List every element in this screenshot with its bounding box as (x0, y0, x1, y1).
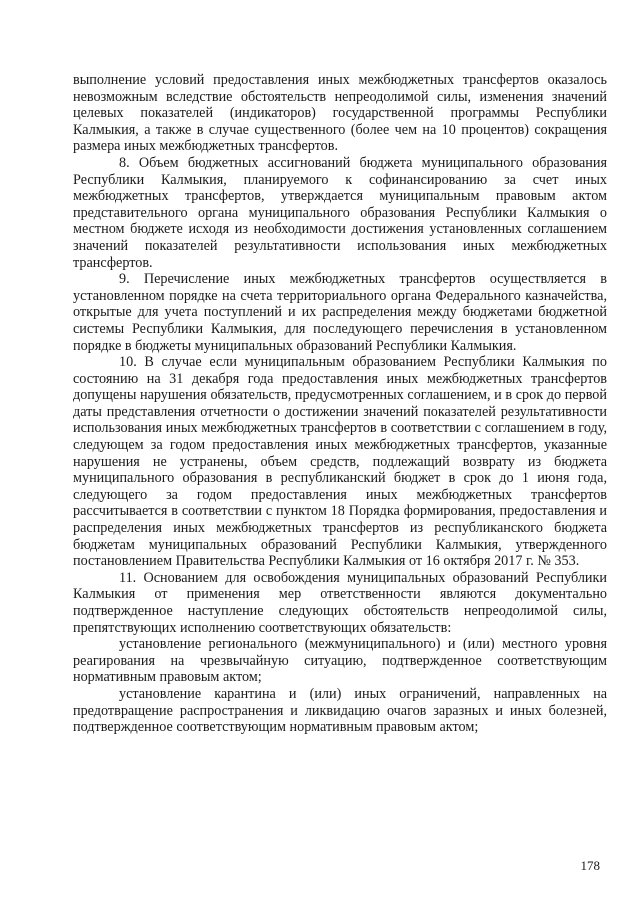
document-body (73, 72, 607, 736)
paragraph-11-item-2: установление карантина и (или) иных ограничений, направленных на предотвращение распространения и ликвидацию очагов заразных и иных болезней, подтвержденное соответствующим нормативным правовым актом; (73, 685, 607, 736)
page-number: 178 (580, 858, 600, 873)
paragraph-8: 8. Объем бюджетных ассигнований бюджета муниципального образования Республики Калмыкия, планируемого к софинансированию за счет иных межбюджетных трансфертов, утверждается муниципальным правовым актом представительного органа муниципального образования Республики Калмыкия о местном бюджете исходя из необходимости достижения установленных соглашением значений показателей результативности использования иных межбюджетных трансфертов. (73, 154, 607, 271)
paragraph-10: 10. В случае если муниципальным образованием Республики Калмыкия по состоянию на 31 декабря года предоставления иных межбюджетных трансфертов допущены нарушения обязательств, предусмотренных соглашением, и в срок до первой даты представления отчетности о достижении значений показателей результативности использования иных межбюджетных трансфертов в соответствии с соглашением в году, следующем за годом предоставления иных межбюджетных трансфертов, указанные нарушения не устранены, объем средств, подлежащий возврату из бюджета муниципального образования в республиканский бюджет в срок до 1 июня года, следующего за годом предоставления иных межбюджетных трансфертов рассчитывается в соответствии с пунктом 18 Порядка формирования, предоставления и распределения иных межбюджетных трансфертов из республиканского бюджета бюджетам муниципальных образований Республики Калмыкия, утвержденного постановлением Правительства Республики Калмыкия от 16 октября 2017 г. № 353. (73, 354, 607, 570)
paragraph-11: 11. Основанием для освобождения муниципальных образований Республики Калмыкия от применения мер ответственности являются документально подтвержденное наступление следующих обстоятельств непреодолимой силы, препятствующих исполнению соответствующих обязательств: (73, 569, 607, 636)
paragraph-9: 9. Перечисление иных межбюджетных трансфертов осуществляется в установленном порядке на счета территориального органа Федерального казначейства, открытые для учета поступлений и их распределения между бюджетами бюджетной системы Республики Калмыкия, для последующего перечисления в установленном порядке в бюджеты муниципальных образований Республики Калмыкия. (73, 271, 607, 354)
paragraph-continuation-7: выполнение условий предоставления иных межбюджетных трансфертов оказалось невозможным вследствие обстоятельств непреодолимой силы, изменения значений целевых показателей (индикаторов) государственной программы Республики Калмыкия, а также в случае существенного (более чем на 10 процентов) сокращения размера иных межбюджетных трансфертов. (73, 72, 607, 155)
paragraph-11-item-1: установление регионального (межмуниципального) и (или) местного уровня реагирования на чрезвычайную ситуацию, подтвержденное соответствующим нормативным правовым актом; (73, 636, 607, 686)
